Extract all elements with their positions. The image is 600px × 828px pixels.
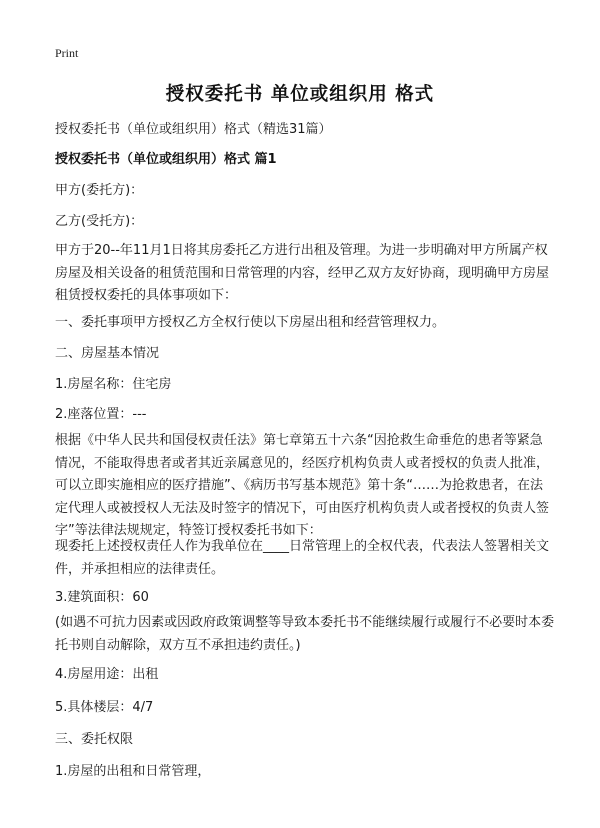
paragraph-floor: 5.具体楼层：4/7 xyxy=(55,700,154,715)
paragraph-intro: 甲方于20--年11月1日将其房委托乙方进行出租及管理。为进一步明确对甲方所属产权房屋及相关设备的租赁范围和日常管理的内容，经甲乙双方友好协商，现明确甲方房屋租赁授权委托的具体事项如下： xyxy=(55,243,550,303)
paragraph-area: 3.建筑面积：60 xyxy=(55,590,149,605)
paragraph-management: 1.房屋的出租和日常管理， xyxy=(55,764,211,779)
paragraph-item-1: 一、委托事项甲方授权乙方全权行使以下房屋出租和经营管理权力。 xyxy=(55,315,446,330)
print-link[interactable]: Print xyxy=(55,46,79,60)
paragraph-party-a: 甲方(委托方)： xyxy=(55,183,144,198)
paragraph-party-b: 乙方(受托方)： xyxy=(55,214,144,229)
paragraph-house-name: 1.房屋名称：住宅房 xyxy=(55,377,172,392)
document-title: 授权委托书 单位或组织用 格式 xyxy=(165,84,435,105)
paragraph-item-3: 三、委托权限 xyxy=(55,732,134,747)
paragraph-item-2: 二、房屋基本情况 xyxy=(55,346,160,361)
section-heading: 授权委托书（单位或组织用）格式 篇1 xyxy=(55,152,277,167)
paragraph-legal-basis: 根据《中华人民共和国侵权责任法》第七章第五十六条“因抢救生命垂危的患者等紧急情况，不能取得患者或者其近亲属意见的，经医疗机构负责人或者授权的负责人批准，可以立即实施相应的医疗措施”、《病历书写基本规范》第十条“……为抢救患者，在法定代理人或被授权人无法及时签字的情况下，可由医疗机构负责人或者授权的负责人签字”等法律法规规定，特签订授权委托书如下： xyxy=(55,433,550,538)
paragraph-location: 2.座落位置：--- xyxy=(55,407,147,422)
paragraph-force-majeure: (如遇不可抗力因素或因政府政策调整等导致本委托书不能继续履行或履行不必要时本委托书则自动解除，双方互不承担违约责任。) xyxy=(55,615,555,653)
paragraph-usage: 4.房屋用途：出租 xyxy=(55,667,159,682)
document-subtitle: 授权委托书（单位或组织用）格式（精选31篇） xyxy=(55,122,332,137)
paragraph-delegation: 现委托上述授权责任人作为我单位在____日常管理上的全权代表，代表法人签署相关文件，并承担相应的法律责任。 xyxy=(55,539,550,577)
